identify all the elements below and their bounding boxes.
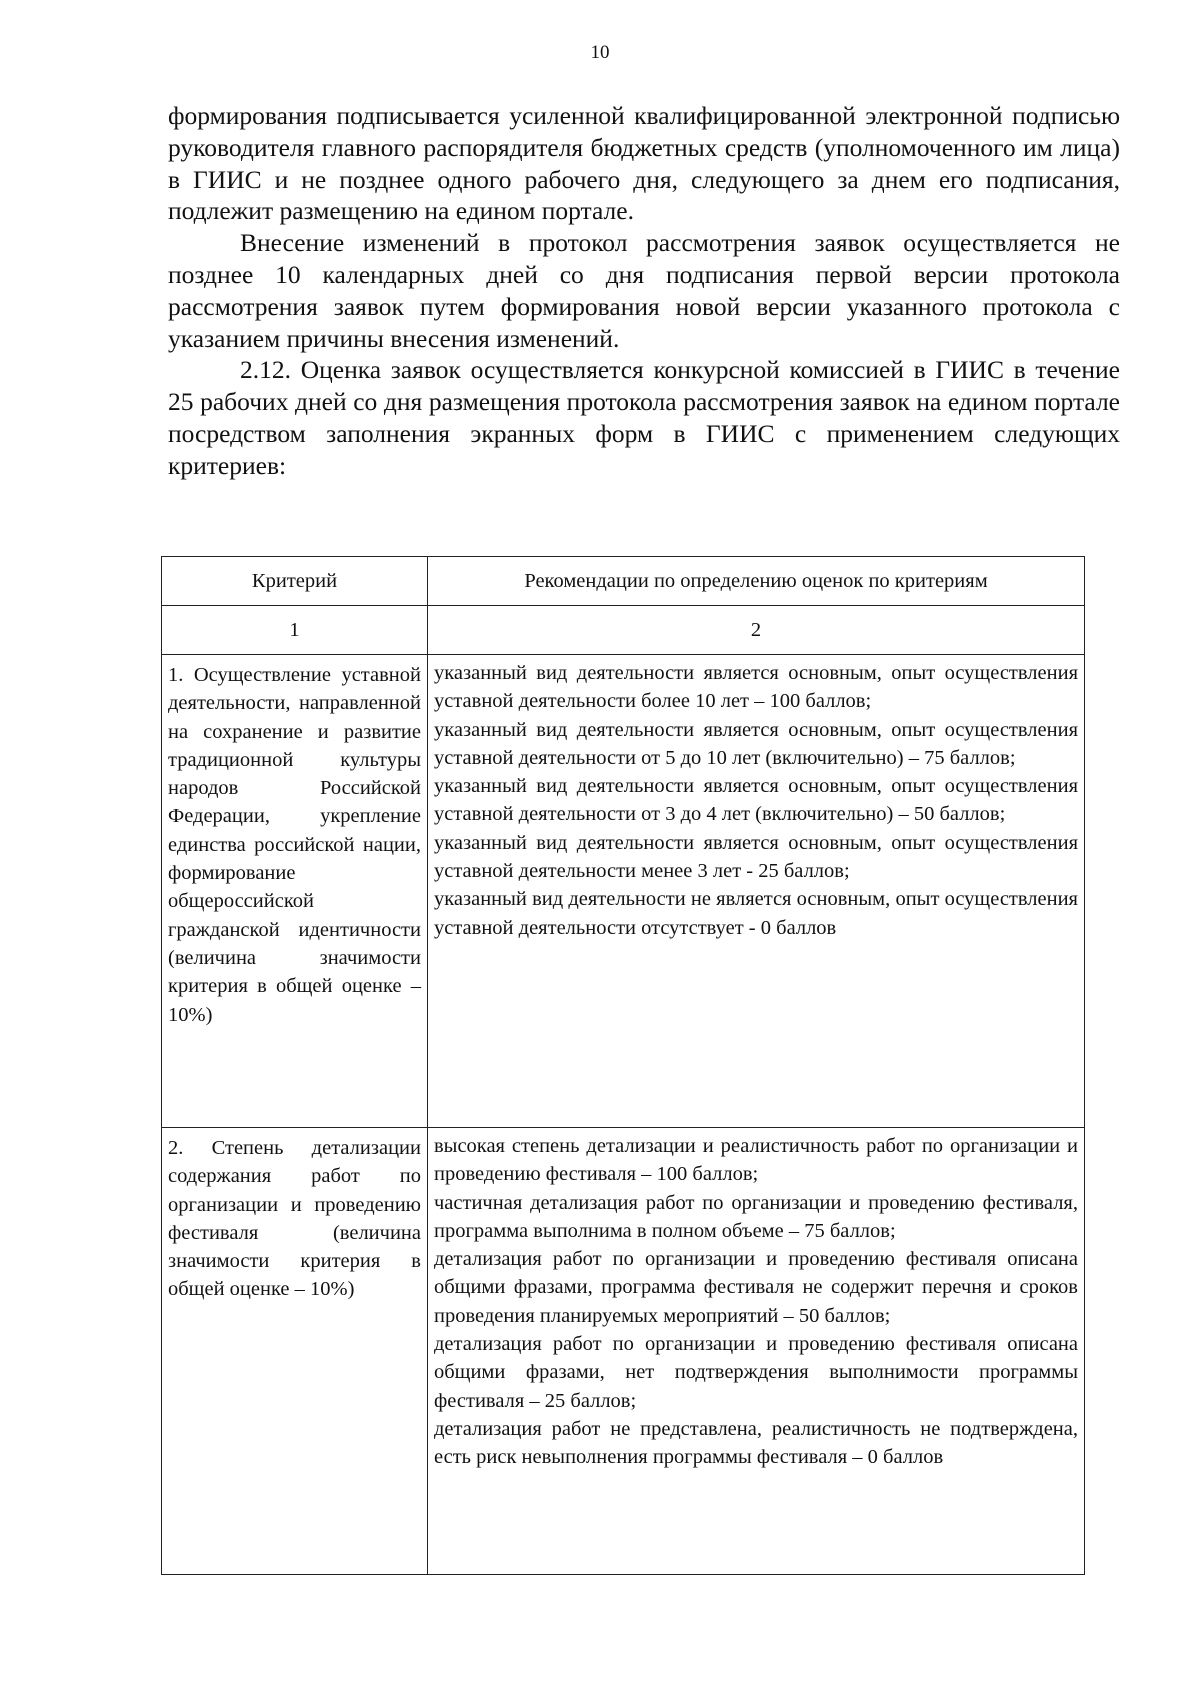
recommendation-item: указанный вид деятельности является основным, опыт осуществления уставной деятельности от 3 до 4 лет (включительно) – 50 баллов; bbox=[434, 775, 1078, 826]
recommendations-cell bbox=[428, 1128, 1085, 1575]
page-number: 10 bbox=[590, 42, 610, 63]
header-recommendations: Рекомендации по определению оценок по критериям bbox=[428, 557, 1085, 606]
recommendation-item: указанный вид деятельности не является основным, опыт осуществления уставной деятельности отсутствует - 0 баллов bbox=[434, 888, 1078, 939]
recommendation-item: указанный вид деятельности является основным, опыт осуществления уставной деятельности от 5 до 10 лет (включительно) – 75 баллов; bbox=[434, 718, 1078, 769]
paragraph-continuation: формирования подписывается усиленной квалифицированной электронной подписью руководителя главного распорядителя бюджетных средств (уполномоченного им лица) в ГИИС и не позднее одного рабочего дня, следующего за днем его подписания, подлежит размещению на едином портале. bbox=[168, 101, 1120, 226]
body-text bbox=[168, 100, 1120, 482]
column-number-row bbox=[162, 606, 1085, 655]
recommendation-item: указанный вид деятельности является основным, опыт осуществления уставной деятельности более 10 лет – 100 баллов; bbox=[434, 662, 1078, 713]
column-number-1: 1 bbox=[162, 606, 428, 655]
criterion-cell: 2. Степень детализации содержания работ по организации и проведению фестиваля (величина значимости критерия в общей оценке – 10%) bbox=[162, 1128, 428, 1575]
column-number-2: 2 bbox=[428, 606, 1085, 655]
criterion-cell: 1. Осуществление уставной деятельности, направленной на сохранение и развитие традиционной культуры народов Российской Федерации, укрепление единства российской нации, формирование общероссийской гражданской идентичности (величина значимости критерия в общей оценке – 10%) bbox=[162, 655, 428, 1128]
table-row bbox=[162, 655, 1085, 1128]
recommendation-item: детализация работ по организации и проведению фестиваля описана общими фразами, программа фестиваля не содержит перечня и сроков проведения планируемых мероприятий – 50 баллов; bbox=[434, 1248, 1078, 1327]
criteria-table bbox=[161, 556, 1085, 1575]
table-row bbox=[162, 1128, 1085, 1575]
paragraph-evaluation: 2.12. Оценка заявок осуществляется конкурсной комиссией в ГИИС в течение 25 рабочих дней со дня размещения протокола рассмотрения заявок на едином портале посредством заполнения экранных форм в ГИИС с применением следующих критериев: bbox=[168, 355, 1120, 480]
recommendation-item: детализация работ по организации и проведению фестиваля описана общими фразами, нет подтверждения выполнимости программы фестиваля – 25 баллов; bbox=[434, 1333, 1078, 1412]
recommendation-item: детализация работ не представлена, реалистичность не подтверждена, есть риск невыполнения программы фестиваля – 0 баллов bbox=[434, 1417, 1078, 1469]
header-criterion: Критерий bbox=[162, 557, 428, 606]
recommendation-item: высокая степень детализации и реалистичность работ по организации и проведению фестиваля – 100 баллов; bbox=[434, 1135, 1078, 1186]
recommendations-cell bbox=[428, 655, 1085, 1128]
table-header-row bbox=[162, 557, 1085, 606]
recommendation-item: частичная детализация работ по организации и проведению фестиваля, программа выполнима в полном объеме – 75 баллов; bbox=[434, 1191, 1078, 1242]
recommendation-item: указанный вид деятельности является основным, опыт осуществления уставной деятельности менее 3 лет - 25 баллов; bbox=[434, 831, 1078, 883]
paragraph-protocol-changes: Внесение изменений в протокол рассмотрения заявок осуществляется не позднее 10 календарных дней со дня подписания первой версии протокола рассмотрения заявок путем формирования новой версии указанного протокола с указанием причины внесения изменений. bbox=[168, 228, 1120, 353]
